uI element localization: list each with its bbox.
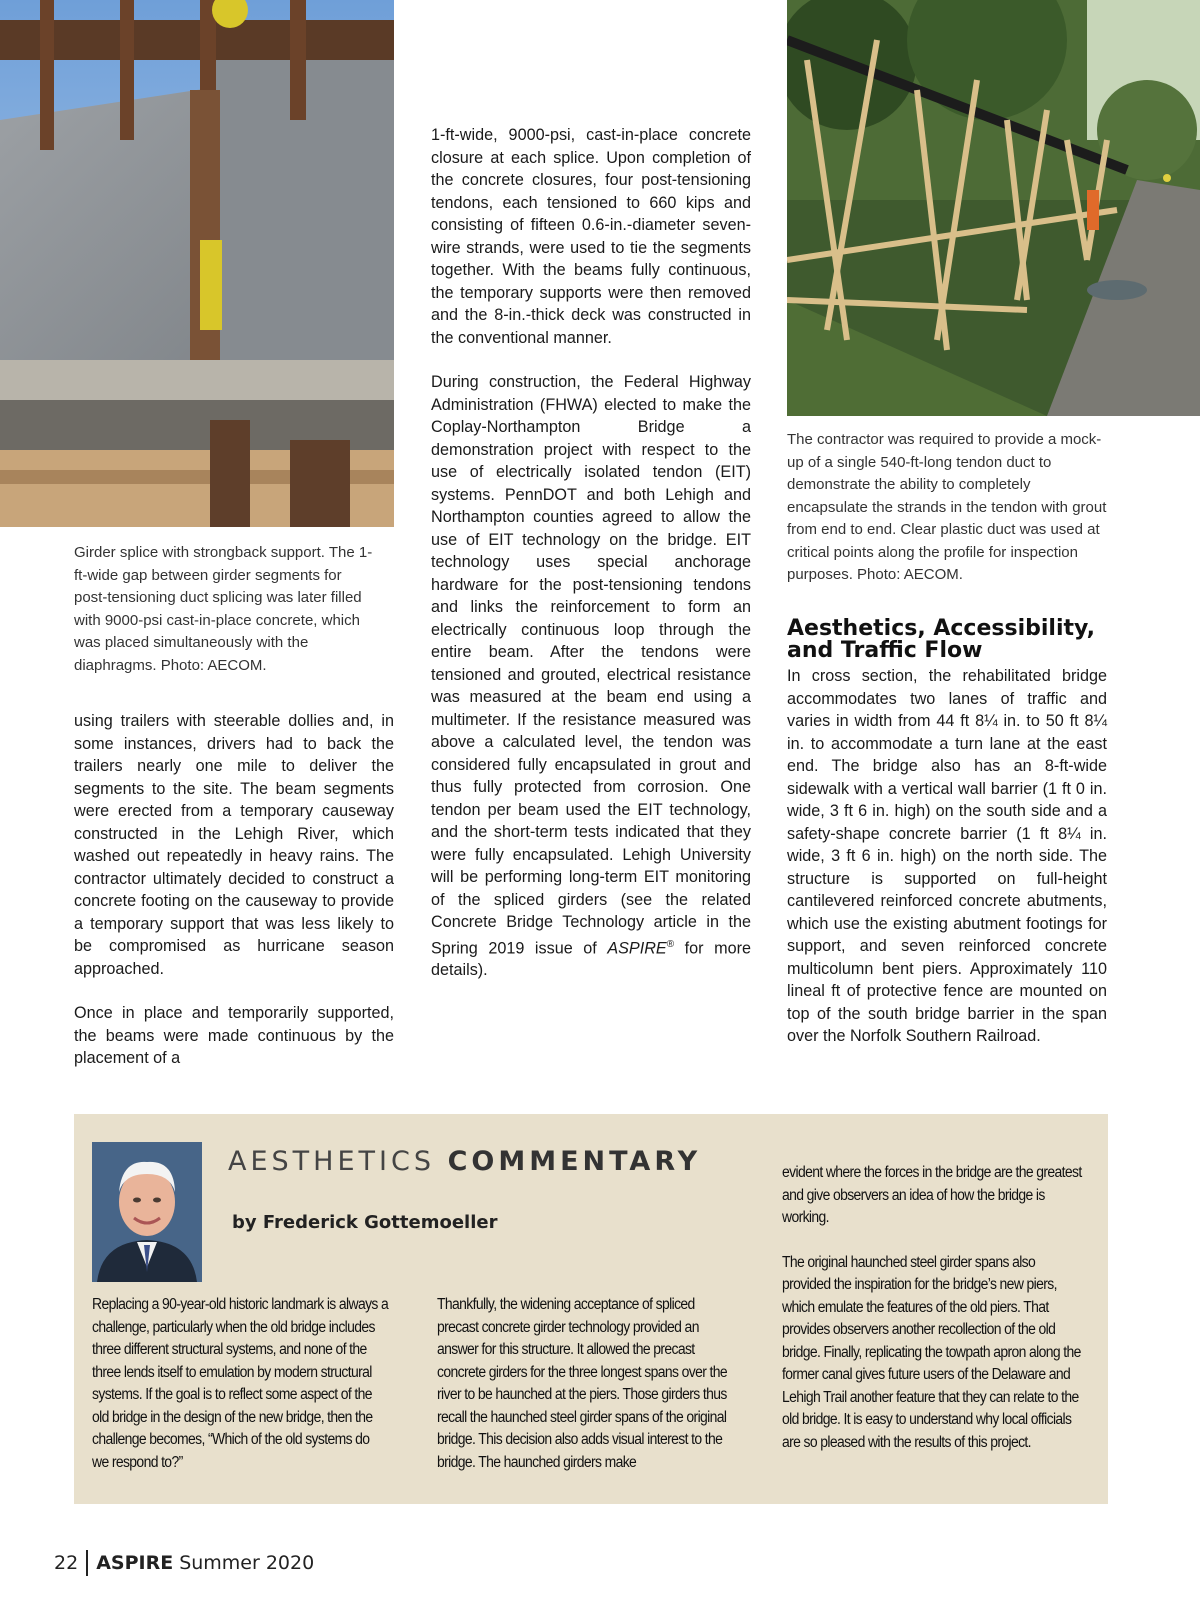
aspire-italic: ASPIRE [607,938,667,957]
commentary-column-3 [782,1162,1082,1476]
section-heading [787,618,1117,662]
commentary-heading [228,1146,701,1177]
commentary-heading-bold: COMMENTARY [447,1146,702,1177]
column-3-paragraph-1: In cross section, the rehabilitated bridge accommodates two lanes of traffic and varies in width from 44 ft 8¼ in. to 50 ft 8¼ in. to accommodate a turn lane at the east end. The bridge also has an 8-ft-wide sidewalk with a vertical wall barrier (1 ft 0 in. wide, 3 ft 6 in. high) on the south side and a safety-shape concrete barrier (1 ft 8¼ in. wide, 3 ft 6 in. high) on the north side. The structure is supported on full-height cantilevered reinforced concrete abutments, which use the existing abutment footings for support, and seven reinforced concrete multicolumn bent piers. Approximately 110 lineal ft of protective fence are mounted on top of the south bridge barrier in the span over the Norfolk Southern Railroad. [787,667,1107,1045]
commentary-column-2 [437,1294,737,1496]
column-2 [431,124,751,1004]
magazine-brand: ASPIRE [96,1552,174,1574]
column-2-paragraph-2 [431,371,751,982]
tendon-mockup-caption: The contractor was required to provide a mock-up of a single 540-ft-long tendon duct to demonstrate the ability to completely encapsulate the strands in the tendon with grout from end to end. Clear plastic duct was used at critical points along the profile for inspection purposes. Photo: AECOM. [787,431,1107,583]
commentary-column-3-paragraph-1: evident where the forces in the bridge are the greatest and give observers an idea of how the bridge is working. [782,1164,1082,1226]
author-portrait [92,1142,202,1282]
tendon-mockup-photo [787,0,1200,416]
column-3 [787,665,1107,1070]
commentary-column-2-paragraph: Thankfully, the widening acceptance of spliced precast concrete girder technology provided an answer for this structure. It allowed the precast concrete girders for the three longest spans over the river to be haunched at the piers. Those girders thus recall the haunched steel girder spans of the original bridge. This decision also adds visual interest to the bridge. The haunched girders make [437,1296,727,1471]
footer-divider [86,1550,88,1576]
column-2-paragraph-2-text-b: for more details). [431,938,751,980]
commentary-column-1 [92,1294,389,1496]
column-1-paragraph-1: using trailers with steerable dollies and, in some instances, drivers had to back the trailers nearly one mile to deliver the segments to the site. The beam segments were erected from a temporary causeway constructed in the Lehigh River, which washed out repeatedly in heavy rains. The contractor ultimately decided to construct a concrete footing on the causeway to provide a temporary support that was less likely to be compromised as hurricane season approached. [74,712,394,978]
commentary-column-3-paragraph-2: The original haunched steel girder spans also provided the inspiration for the bridge’s new piers, which emulate the features of the old piers. That provides observers another recollection of the old bridge. Finally, replicating the towpath apron along the former canal gives future users of the Delaware and Lehigh Trail another feature that they can relate to the old bridge. It is easy to understand why local officials are so pleased with the results of this project. [782,1253,1081,1451]
section-heading-line-2: and Traffic Flow [787,638,983,663]
section-heading-line-1: Aesthetics, Accessibility, [787,616,1095,641]
girder-splice-illustration [0,0,394,527]
aesthetics-commentary-box [74,1114,1108,1504]
column-1-paragraph-2: Once in place and temporarily supported, the beams were made continuous by the placement of a [74,1004,394,1067]
column-1 [74,710,394,1092]
magazine-issue: Summer 2020 [179,1552,315,1574]
girder-splice-photo [0,0,394,527]
page-footer [54,1550,314,1576]
commentary-heading-light: AESTHETICS [228,1146,448,1177]
tendon-mockup-illustration [787,0,1200,416]
page-number: 22 [54,1552,79,1574]
portrait-illustration [92,1142,202,1282]
column-2-paragraph-1: 1-ft-wide, 9000-psi, cast-in-place concrete closure at each splice. Upon completion of the concrete closures, four post-tensioning tendons, each tensioned to 660 kips and consisting of fifteen 0.6-in.-diameter seven-wire strands, were used to tie the segments together. With the beams fully continuous, the temporary supports were then removed and the 8-in.-thick deck was constructed in the conventional manner. [431,126,751,347]
registered-mark: ® [666,938,675,950]
commentary-column-1-paragraph: Replacing a 90-year-old historic landmark is always a challenge, particularly when the old bridge includes three different structural systems, and none of the three lends itself to emulation by modern structural systems. If the goal is to reflect some aspect of the old bridge in the design of the new bridge, then the challenge becomes, “Which of the old systems do we respond to?” [92,1296,389,1471]
girder-splice-caption: Girder splice with strongback support. The 1-ft-wide gap between girder segments for post-tensioning duct splicing was later filled with 9000-psi cast-in-place concrete, which was placed simultaneously with the diaphragms. Photo: AECOM. [74,544,373,674]
commentary-byline: by Frederick Gottemoeller [232,1212,498,1233]
column-2-paragraph-2-text-a: During construction, the Federal Highway Administration (FHWA) elected to make the Coplay-Northampton Bridge a demonstration project with respect to the use of electrically isolated tendon (EIT) systems. PennDOT and both Lehigh and Northampton counties agreed to allow the use of EIT technology on the bridge. EIT technology uses special anchorage hardware for the post-tensioning tendons and links the reinforcement to form an electrically continuous loop through the entire beam. After the tendons were tensioned and grouted, electrical resistance was measured at the beam end using a multimeter. If the resistance measured was above a calculated level, the tendon was considered fully encapsulated in grout and thus fully protected from corrosion. One tendon per beam used the EIT technology, and the short-term tests indicated that they were fully encapsulated. Lehigh University will be performing long-term EIT monitoring of the spliced girders (see the related Concrete Bridge Technology article in the Spring 2019 issue of [431,373,751,957]
